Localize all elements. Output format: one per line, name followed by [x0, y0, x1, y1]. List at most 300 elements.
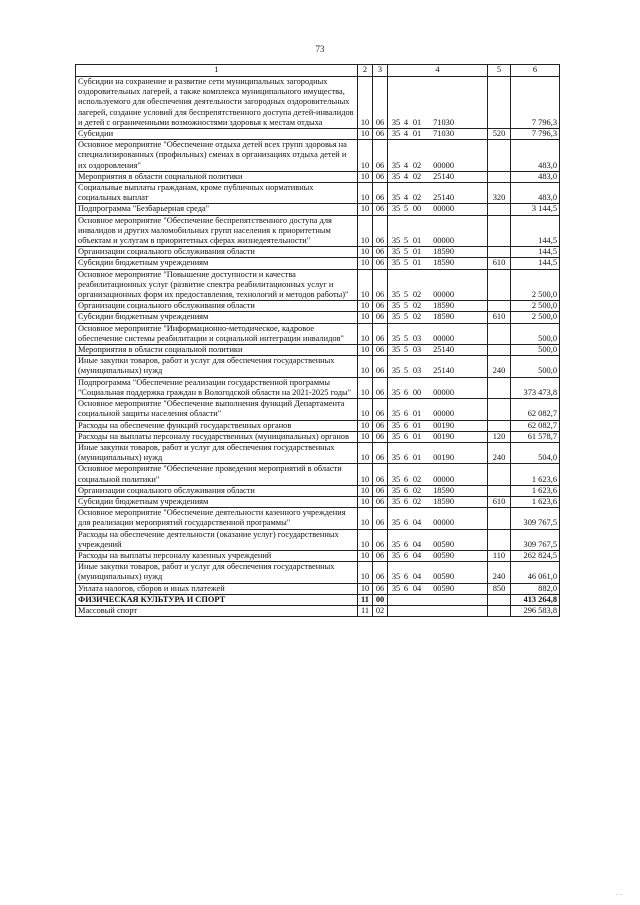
- subprogram-code: 5: [403, 258, 409, 268]
- table-row: [76, 171, 560, 182]
- row-name-cell: Организации социального обслуживания области: [76, 247, 358, 258]
- row-amount-cell: 373 473,8: [511, 377, 560, 398]
- row-expense-type-cell: 520: [488, 129, 511, 140]
- event-code: 01: [412, 129, 422, 139]
- row-name-cell: Мероприятия в области социальной политики: [76, 345, 358, 356]
- subprogram-code: 6: [403, 539, 409, 549]
- row-amount-cell: 144,5: [511, 215, 560, 247]
- row-expense-type-cell: 850: [488, 583, 511, 594]
- row-name-cell: Основное мероприятие "Обеспечение деятельности казенного учреждения для реализации мероприятий государственной программы": [76, 508, 358, 529]
- event-code: 03: [412, 366, 422, 376]
- row-target-code-cell: [388, 420, 488, 431]
- row-name-cell: ФИЗИЧЕСКАЯ КУЛЬТУРА И СПОРТ: [76, 594, 358, 605]
- row-target-code-cell: [388, 323, 488, 344]
- row-target-code-cell: [388, 399, 488, 420]
- event-code: 02: [412, 496, 422, 506]
- subprogram-code: 4: [403, 129, 409, 139]
- table-row: [76, 550, 560, 561]
- table-row: [76, 323, 560, 344]
- row-expense-type-cell: [488, 323, 511, 344]
- row-expense-type-cell: [488, 247, 511, 258]
- row-subsection-cell: 06: [373, 496, 388, 507]
- direction-code: 18590: [433, 312, 454, 322]
- row-name-cell: Основное мероприятие "Обеспечение проведения мероприятий в области социальной политики": [76, 464, 358, 485]
- row-target-code-cell: [388, 183, 488, 204]
- program-code: 35: [391, 453, 401, 463]
- row-target-code-cell: [388, 269, 488, 301]
- row-target-code-cell: [388, 171, 488, 182]
- row-amount-cell: 46 061,0: [511, 562, 560, 583]
- table-row: [76, 529, 560, 550]
- table-row: [76, 562, 560, 583]
- row-amount-cell: 500,0: [511, 345, 560, 356]
- row-section-cell: 11: [358, 605, 373, 616]
- event-code: 02: [412, 474, 422, 484]
- row-section-cell: 10: [358, 77, 373, 129]
- row-amount-cell: 309 767,5: [511, 508, 560, 529]
- row-target-code-cell: [388, 496, 488, 507]
- program-code: 35: [391, 129, 401, 139]
- table-row: [76, 583, 560, 594]
- subprogram-code: 6: [403, 485, 409, 495]
- subprogram-code: 6: [403, 474, 409, 484]
- row-amount-cell: 7 796,3: [511, 129, 560, 140]
- row-name-cell: Основное мероприятие "Обеспечение беспрепятственного доступа для инвалидов и других маломобильных групп населения к приоритетным объектам и услугам в приоритетных сферах жизнедеятельности": [76, 215, 358, 247]
- row-amount-cell: 1 623,6: [511, 496, 560, 507]
- subprogram-code: 4: [403, 117, 409, 127]
- row-amount-cell: 1 623,6: [511, 485, 560, 496]
- event-code: 03: [412, 333, 422, 343]
- subprogram-code: 6: [403, 550, 409, 560]
- subprogram-code: 5: [403, 247, 409, 257]
- program-code: 35: [391, 572, 401, 582]
- program-code: 35: [391, 550, 401, 560]
- row-target-code-cell: [388, 247, 488, 258]
- row-expense-type-cell: [488, 204, 511, 215]
- row-expense-type-cell: [488, 399, 511, 420]
- direction-code: 18590: [433, 485, 454, 495]
- row-section-cell: 10: [358, 204, 373, 215]
- subprogram-code: 6: [403, 409, 409, 419]
- row-amount-cell: 483,0: [511, 140, 560, 172]
- table-row: [76, 605, 560, 616]
- event-code: 02: [412, 171, 422, 181]
- row-amount-cell: 413 264,8: [511, 594, 560, 605]
- program-code: 35: [391, 160, 401, 170]
- program-code: 35: [391, 204, 401, 214]
- program-code: 35: [391, 290, 401, 300]
- row-name-cell: Субсидии на сохранение и развитие сети муниципальных загородных оздоровительных лагерей, а также комплекса муниципального имущества, используемого для обеспечения деятельности загородных оздоровительных лагерей, создание условий для беспрепятственного доступа детей-инвалидов и детей с ограниченными возможностями здоровья к местам отдыха: [76, 77, 358, 129]
- table-row: [76, 594, 560, 605]
- row-name-cell: Организации социального обслуживания области: [76, 301, 358, 312]
- row-subsection-cell: 06: [373, 420, 388, 431]
- row-section-cell: 10: [358, 301, 373, 312]
- row-name-cell: Подпрограмма "Обеспечение реализации государственной программы "Социальная поддержка граждан в Вологодской области на 2021-2025 годы": [76, 377, 358, 398]
- row-subsection-cell: 06: [373, 301, 388, 312]
- subprogram-code: 4: [403, 160, 409, 170]
- program-code: 35: [391, 474, 401, 484]
- row-expense-type-cell: [488, 77, 511, 129]
- row-subsection-cell: 06: [373, 269, 388, 301]
- row-subsection-cell: 06: [373, 171, 388, 182]
- row-target-code-cell: [388, 301, 488, 312]
- subprogram-code: 5: [403, 236, 409, 246]
- row-subsection-cell: 06: [373, 399, 388, 420]
- row-expense-type-cell: [488, 171, 511, 182]
- event-code: 01: [412, 247, 422, 257]
- row-name-cell: Иные закупки товаров, работ и услуг для обеспечения государственных (муниципальных) нужд: [76, 442, 358, 463]
- row-name-cell: Подпрограмма "Безбарьерная среда": [76, 204, 358, 215]
- row-expense-type-cell: 610: [488, 312, 511, 323]
- table-row: [76, 183, 560, 204]
- header-col-5: 5: [488, 65, 511, 77]
- program-code: 35: [391, 583, 401, 593]
- table-row: [76, 77, 560, 129]
- row-section-cell: 10: [358, 215, 373, 247]
- subprogram-code: 5: [403, 204, 409, 214]
- table-row: [76, 312, 560, 323]
- row-name-cell: Субсидии бюджетным учреждениям: [76, 312, 358, 323]
- subprogram-code: 4: [403, 171, 409, 181]
- subprogram-code: 6: [403, 518, 409, 528]
- subprogram-code: 6: [403, 431, 409, 441]
- row-section-cell: 10: [358, 485, 373, 496]
- row-expense-type-cell: 240: [488, 442, 511, 463]
- row-section-cell: 10: [358, 442, 373, 463]
- row-name-cell: Субсидии бюджетным учреждениям: [76, 258, 358, 269]
- subprogram-code: 4: [403, 193, 409, 203]
- direction-code: 25140: [433, 193, 454, 203]
- row-amount-cell: 483,0: [511, 183, 560, 204]
- event-code: 04: [412, 539, 422, 549]
- event-code: 01: [412, 420, 422, 430]
- row-section-cell: 10: [358, 183, 373, 204]
- table-row: [76, 431, 560, 442]
- row-expense-type-cell: 610: [488, 496, 511, 507]
- row-target-code-cell: [388, 583, 488, 594]
- row-name-cell: Субсидии: [76, 129, 358, 140]
- event-code: 02: [412, 193, 422, 203]
- event-code: 04: [412, 583, 422, 593]
- row-target-code-cell: [388, 77, 488, 129]
- event-code: 00: [412, 387, 422, 397]
- row-subsection-cell: 06: [373, 140, 388, 172]
- subprogram-code: 5: [403, 290, 409, 300]
- program-code: 35: [391, 117, 401, 127]
- direction-code: 00000: [433, 387, 454, 397]
- row-expense-type-cell: [488, 140, 511, 172]
- event-code: 01: [412, 258, 422, 268]
- table-row: [76, 247, 560, 258]
- event-code: 01: [412, 236, 422, 246]
- row-subsection-cell: 06: [373, 562, 388, 583]
- header-col-3: 3: [373, 65, 388, 77]
- row-target-code-cell: [388, 377, 488, 398]
- subprogram-code: 6: [403, 572, 409, 582]
- row-name-cell: Мероприятия в области социальной политики: [76, 171, 358, 182]
- table-row: [76, 301, 560, 312]
- direction-code: 00000: [433, 204, 454, 214]
- row-expense-type-cell: [488, 464, 511, 485]
- row-expense-type-cell: 110: [488, 550, 511, 561]
- direction-code: 18590: [433, 301, 454, 311]
- row-subsection-cell: 06: [373, 129, 388, 140]
- row-name-cell: Иные закупки товаров, работ и услуг для обеспечения государственных (муниципальных) нужд: [76, 562, 358, 583]
- row-expense-type-cell: [488, 377, 511, 398]
- row-expense-type-cell: [488, 594, 511, 605]
- row-amount-cell: 2 500,0: [511, 312, 560, 323]
- direction-code: 00590: [433, 539, 454, 549]
- row-section-cell: 10: [358, 247, 373, 258]
- row-subsection-cell: 06: [373, 215, 388, 247]
- subprogram-code: 5: [403, 333, 409, 343]
- row-section-cell: 10: [358, 129, 373, 140]
- row-amount-cell: 2 500,0: [511, 301, 560, 312]
- row-expense-type-cell: 320: [488, 183, 511, 204]
- row-target-code-cell: [388, 258, 488, 269]
- table-row: [76, 258, 560, 269]
- direction-code: 25140: [433, 171, 454, 181]
- program-code: 35: [391, 518, 401, 528]
- event-code: 04: [412, 550, 422, 560]
- row-target-code-cell: [388, 464, 488, 485]
- row-name-cell: Социальные выплаты гражданам, кроме публичных нормативных социальных выплат: [76, 183, 358, 204]
- direction-code: 71030: [433, 117, 454, 127]
- row-subsection-cell: 02: [373, 605, 388, 616]
- program-code: 35: [391, 387, 401, 397]
- row-subsection-cell: 06: [373, 77, 388, 129]
- row-name-cell: Расходы на обеспечение деятельности (оказание услуг) государственных учреждений: [76, 529, 358, 550]
- row-amount-cell: 500,0: [511, 356, 560, 377]
- direction-code: 00000: [433, 160, 454, 170]
- row-target-code-cell: [388, 562, 488, 583]
- direction-code: 00000: [433, 409, 454, 419]
- row-amount-cell: 62 082,7: [511, 420, 560, 431]
- table-row: [76, 464, 560, 485]
- program-code: 35: [391, 258, 401, 268]
- row-expense-type-cell: 240: [488, 356, 511, 377]
- table-row: [76, 269, 560, 301]
- direction-code: 00000: [433, 236, 454, 246]
- row-amount-cell: 62 082,7: [511, 399, 560, 420]
- table-row: [76, 442, 560, 463]
- subprogram-code: 5: [403, 366, 409, 376]
- row-name-cell: Иные закупки товаров, работ и услуг для обеспечения государственных (муниципальных) нужд: [76, 356, 358, 377]
- table-row: [76, 215, 560, 247]
- row-name-cell: Основное мероприятие "Обеспечение выполнения функций Департамента социальной защиты населения области": [76, 399, 358, 420]
- row-amount-cell: 500,0: [511, 323, 560, 344]
- row-expense-type-cell: 120: [488, 431, 511, 442]
- row-expense-type-cell: [488, 269, 511, 301]
- subprogram-code: 5: [403, 301, 409, 311]
- row-target-code-cell: [388, 442, 488, 463]
- event-code: 00: [412, 204, 422, 214]
- row-expense-type-cell: [488, 345, 511, 356]
- row-subsection-cell: 06: [373, 583, 388, 594]
- row-name-cell: Расходы на обеспечение функций государственных органов: [76, 420, 358, 431]
- table-body: [76, 77, 560, 617]
- row-section-cell: 10: [358, 377, 373, 398]
- row-expense-type-cell: [488, 605, 511, 616]
- row-amount-cell: 2 500,0: [511, 269, 560, 301]
- row-section-cell: 10: [358, 508, 373, 529]
- subprogram-code: 6: [403, 453, 409, 463]
- row-subsection-cell: 06: [373, 312, 388, 323]
- table-row: [76, 420, 560, 431]
- row-section-cell: 10: [358, 345, 373, 356]
- table-row: [76, 377, 560, 398]
- row-section-cell: 10: [358, 258, 373, 269]
- table-header-row: [76, 65, 560, 77]
- row-subsection-cell: 06: [373, 345, 388, 356]
- row-expense-type-cell: [488, 485, 511, 496]
- row-expense-type-cell: 240: [488, 562, 511, 583]
- direction-code: 00000: [433, 333, 454, 343]
- row-subsection-cell: 06: [373, 508, 388, 529]
- program-code: 35: [391, 312, 401, 322]
- subprogram-code: 5: [403, 312, 409, 322]
- direction-code: 18590: [433, 247, 454, 257]
- row-subsection-cell: 06: [373, 377, 388, 398]
- row-name-cell: Основное мероприятие "Информационно-методическое, кадровое обеспечение системы реабилитации и социальной интеграции инвалидов": [76, 323, 358, 344]
- row-target-code-cell: [388, 594, 488, 605]
- event-code: 04: [412, 572, 422, 582]
- direction-code: 25140: [433, 345, 454, 355]
- table-row: [76, 204, 560, 215]
- program-code: 35: [391, 409, 401, 419]
- row-section-cell: 10: [358, 464, 373, 485]
- row-expense-type-cell: [488, 420, 511, 431]
- row-subsection-cell: 06: [373, 258, 388, 269]
- header-col-2: 2: [358, 65, 373, 77]
- event-code: 02: [412, 301, 422, 311]
- program-code: 35: [391, 236, 401, 246]
- row-section-cell: 10: [358, 269, 373, 301]
- row-target-code-cell: [388, 215, 488, 247]
- direction-code: 25140: [433, 366, 454, 376]
- event-code: 01: [412, 431, 422, 441]
- row-section-cell: 10: [358, 323, 373, 344]
- row-target-code-cell: [388, 485, 488, 496]
- row-amount-cell: 144,5: [511, 247, 560, 258]
- row-amount-cell: 483,0: [511, 171, 560, 182]
- direction-code: 00000: [433, 518, 454, 528]
- subprogram-code: 6: [403, 387, 409, 397]
- row-subsection-cell: 06: [373, 183, 388, 204]
- row-name-cell: Расходы на выплаты персоналу казенных учреждений: [76, 550, 358, 561]
- row-name-cell: Организации социального обслуживания области: [76, 485, 358, 496]
- page-number: 73: [315, 44, 325, 54]
- row-section-cell: 11: [358, 594, 373, 605]
- row-subsection-cell: 06: [373, 529, 388, 550]
- program-code: 35: [391, 485, 401, 495]
- row-subsection-cell: 06: [373, 550, 388, 561]
- event-code: 01: [412, 453, 422, 463]
- table-row: [76, 345, 560, 356]
- program-code: 35: [391, 333, 401, 343]
- row-expense-type-cell: 610: [488, 258, 511, 269]
- direction-code: 00000: [433, 474, 454, 484]
- row-expense-type-cell: [488, 508, 511, 529]
- program-code: 35: [391, 345, 401, 355]
- table-row: [76, 140, 560, 172]
- row-subsection-cell: 00: [373, 594, 388, 605]
- row-expense-type-cell: [488, 529, 511, 550]
- row-section-cell: 10: [358, 496, 373, 507]
- row-target-code-cell: [388, 550, 488, 561]
- program-code: 35: [391, 539, 401, 549]
- row-target-code-cell: [388, 140, 488, 172]
- table-row: [76, 129, 560, 140]
- row-name-cell: Основное мероприятие "Повышение доступности и качества реабилитационных услуг (развитие спектра реабилитационных услуг и организационных форм их предоставления, технологий и методов работы)": [76, 269, 358, 301]
- row-target-code-cell: [388, 508, 488, 529]
- event-code: 02: [412, 485, 422, 495]
- program-code: 35: [391, 366, 401, 376]
- row-amount-cell: 144,5: [511, 258, 560, 269]
- row-amount-cell: 7 796,3: [511, 77, 560, 129]
- row-target-code-cell: [388, 312, 488, 323]
- row-target-code-cell: [388, 431, 488, 442]
- row-section-cell: 10: [358, 529, 373, 550]
- row-name-cell: Субсидии бюджетным учреждениям: [76, 496, 358, 507]
- row-target-code-cell: [388, 529, 488, 550]
- table-row: [76, 356, 560, 377]
- program-code: 35: [391, 301, 401, 311]
- row-name-cell: Основное мероприятие "Обеспечение отдыха детей всех групп здоровья на специализированных (профильных) сменах в организациях отдыха детей и их оздоровления": [76, 140, 358, 172]
- program-code: 35: [391, 496, 401, 506]
- direction-code: 00190: [433, 453, 454, 463]
- row-target-code-cell: [388, 204, 488, 215]
- table-row: [76, 399, 560, 420]
- row-section-cell: 10: [358, 562, 373, 583]
- table-row: [76, 485, 560, 496]
- row-amount-cell: 1 623,6: [511, 464, 560, 485]
- budget-table: [75, 64, 560, 617]
- subprogram-code: 6: [403, 496, 409, 506]
- direction-code: 00000: [433, 290, 454, 300]
- row-subsection-cell: 06: [373, 464, 388, 485]
- row-subsection-cell: 06: [373, 247, 388, 258]
- event-code: 02: [412, 312, 422, 322]
- row-name-cell: Массовый спорт: [76, 605, 358, 616]
- table-row: [76, 496, 560, 507]
- row-amount-cell: 262 824,5: [511, 550, 560, 561]
- event-code: 01: [412, 409, 422, 419]
- row-section-cell: 10: [358, 583, 373, 594]
- program-code: 35: [391, 247, 401, 257]
- row-subsection-cell: 06: [373, 442, 388, 463]
- event-code: 02: [412, 160, 422, 170]
- row-target-code-cell: [388, 345, 488, 356]
- row-expense-type-cell: [488, 215, 511, 247]
- row-section-cell: 10: [358, 356, 373, 377]
- corner-mark: . .: [616, 890, 622, 897]
- direction-code: 18590: [433, 258, 454, 268]
- row-amount-cell: 309 767,5: [511, 529, 560, 550]
- row-subsection-cell: 06: [373, 431, 388, 442]
- row-amount-cell: 882,0: [511, 583, 560, 594]
- row-subsection-cell: 06: [373, 485, 388, 496]
- header-col-1: 1: [76, 65, 358, 77]
- event-code: 03: [412, 345, 422, 355]
- event-code: 04: [412, 518, 422, 528]
- program-code: 35: [391, 420, 401, 430]
- direction-code: 00190: [433, 420, 454, 430]
- direction-code: 00190: [433, 431, 454, 441]
- direction-code: 71030: [433, 129, 454, 139]
- table-row: [76, 508, 560, 529]
- row-name-cell: Уплата налогов, сборов и иных платежей: [76, 583, 358, 594]
